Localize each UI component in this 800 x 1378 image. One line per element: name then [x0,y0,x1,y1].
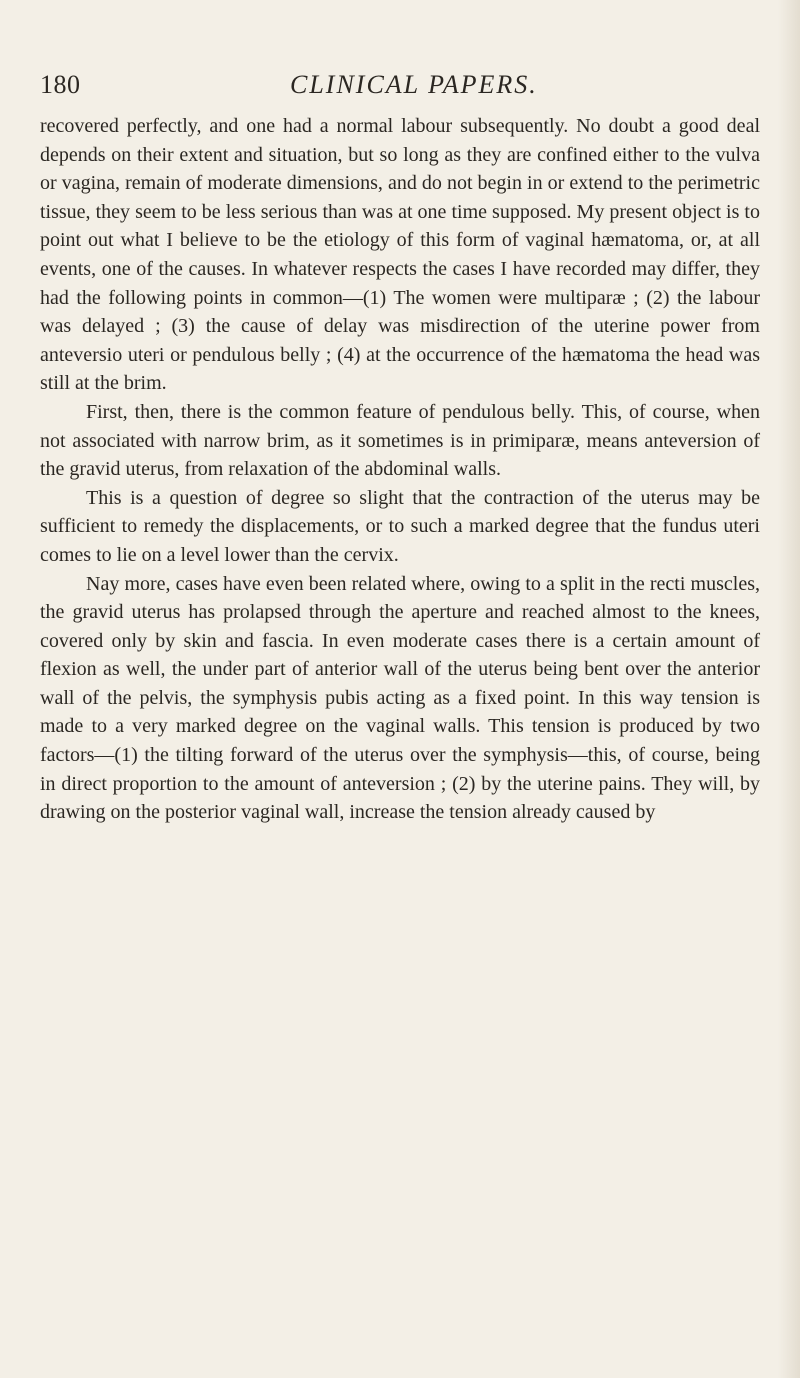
paragraph-continued: recovered perfectly, and one had a normal labour subsequently. No doubt a good deal depends on their extent and situation, but so long as they are confined either to the vulva or vagina, remain of moderate dimensions, and do not begin in or extend to the perimetric tissue, they seem to be less serious than was at one time supposed. My present object is to point out what I believe to be the etiology of this form of vaginal hæmatoma, or, at all events, one of the causes. In whatever respects the cases I have recorded may differ, they had the following points in common—(1) The women were multiparæ ; (2) the labour was delayed ; (3) the cause of delay was misdirection of the uterine power from anteversio uteri or pendulous belly ; (4) at the occurrence of the hæmatoma the head was still at the brim. [40,115,760,395]
paragraph-degree: This is a question of degree so slight that the contraction of the uterus may be sufficient to remedy the displacements, or to such a marked degree that the fundus uteri comes to lie on a level lower than the cervix. [40,486,760,566]
body-text [40,112,760,827]
running-head: CLINICAL PAPERS. [290,70,538,99]
paragraph-pendulous-belly: First, then, there is the common feature of pendulous belly. This, of course, when not associated with narrow brim, as it sometimes is in primiparæ, means anteversion of the gravid uterus, from relaxation of the abdominal walls. [40,400,760,481]
page-header [40,70,760,110]
page-edge-shadow [778,0,800,1378]
page-number: 180 [40,70,81,99]
paragraph-nay-more: Nay more, cases have even been related where, owing to a split in the recti muscles, the gravid uterus has prolapsed through the aperture and reached almost to the knees, covered only by skin and fascia. In even moderate cases there is a certain amount of flexion as well, the under part of anterior wall of the uterus being bent over the anterior wall of the pelvis, the symphysis pubis acting as a fixed point. In this way tension is made to a very marked degree on the vaginal walls. This tension is produced by two factors—(1) the tilting forward of the uterus over the symphysis—this, of course, being in direct proportion to the amount of anteversion ; (2) by the uterine pains. They will, by drawing on the posterior vaginal wall, increase the tension already caused by [40,572,760,824]
